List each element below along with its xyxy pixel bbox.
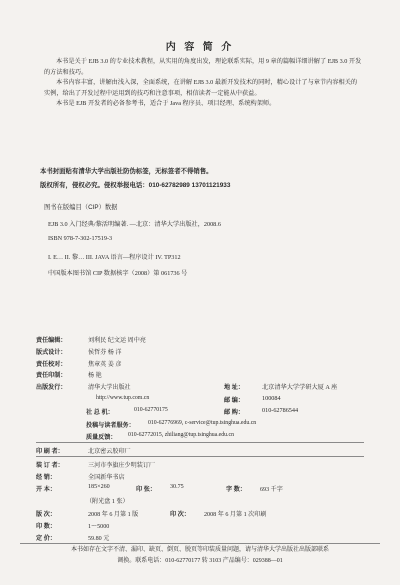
editor-label: 责任编辑： xyxy=(36,337,67,344)
format-label: 开 本： xyxy=(36,486,56,493)
words-label: 字 数： xyxy=(226,486,246,493)
price-label: 定 价： xyxy=(36,535,56,542)
format-value: 185×260 xyxy=(88,484,110,490)
proof-label: 责任校对： xyxy=(36,361,67,368)
edition-value: 2008 年 6 月第 1 版 xyxy=(88,512,139,518)
postcode-label: 邮 编： xyxy=(224,397,244,404)
design-value: 侯哲芬 杨 洋 xyxy=(88,350,122,356)
quality-value: 010-62772015, zhiliang@tup.tsinghua.edu.cn xyxy=(128,432,234,438)
design-label: 版式设计： xyxy=(36,349,67,356)
cip-line: EJB 3.0 入门经典/黎活明编著. —北京：清华大学出版社，2008.6 xyxy=(48,221,221,228)
quality-label: 质量反馈： xyxy=(86,434,117,441)
distributor-label: 经 销： xyxy=(36,474,56,481)
submission-value: 010-62776969, c-service@tup.tsinghua.edu.cn xyxy=(148,420,257,426)
proof-value: 焦章英 姜 彦 xyxy=(88,362,122,368)
editor-value: 刘利民 纪文运 周中亮 xyxy=(88,338,146,344)
price-value: 59.80 元 xyxy=(88,536,110,542)
submission-label: 投稿与读者服务： xyxy=(86,422,135,429)
cip-number: 中国版本图书馆 CIP 数据核字（2008）第 061736 号 xyxy=(48,270,188,277)
impression-value: 2008 年 6 月第 1 次印刷 xyxy=(204,512,267,518)
impression-label: 印 次： xyxy=(170,511,190,518)
postcode-value: 100084 xyxy=(262,395,281,402)
footer-line: 本书如存在文字不清、漏印、缺页、倒页、脱页等印装质量问题，请与清华大学出版社出版部联系 xyxy=(70,547,329,553)
address-value: 北京清华大学学研大厦 A 座 xyxy=(262,384,338,391)
publisher-label: 出版发行： xyxy=(36,384,67,391)
run-value: 1～5000 xyxy=(88,524,110,530)
main-office-value: 010-62770175 xyxy=(134,407,168,413)
cip-classification: I. E… II. 黎… III. JAVA 语言—程序设计 IV. TP312 xyxy=(48,254,181,261)
mail-order-label: 邮 购： xyxy=(224,409,244,416)
sheets-value: 30.75 xyxy=(170,484,184,490)
address-label: 地 址： xyxy=(224,384,244,391)
publisher-value: 清华大学出版社 xyxy=(88,385,131,391)
printer-value: 北京密云胶印厂 xyxy=(88,449,131,455)
binder-label: 装 订 者： xyxy=(36,462,64,469)
print-label: 责任印制： xyxy=(36,372,67,379)
sheets-label: 印 张： xyxy=(136,486,156,493)
print-value: 杨 艳 xyxy=(88,373,102,379)
printer-label: 印 刷 者： xyxy=(36,448,64,455)
binder-value: 三河市李旗庄少明装订厂 xyxy=(88,463,156,469)
cd-note: （附光盘 1 张） xyxy=(86,499,129,505)
intro-paragraph: 本书是关于 EJB 3.0 的专业技术教程，从实用的角度出发，理论联系实际，用 9 章的篇幅详细讲解了 EJB 3.0 开发的方法和技巧。 xyxy=(44,58,362,76)
edition-label: 版 次： xyxy=(36,511,56,518)
copyright-notice: 版权所有，侵权必究。侵权举报电话：010-62782989 13701121933 xyxy=(40,182,231,189)
cip-heading: 图书在版编目（CIP）数据 xyxy=(44,204,118,211)
footer-line: 调换。联系电话：010-62770177 转 3103 产品编号：029388—01 xyxy=(117,557,283,564)
run-label: 印 数： xyxy=(36,523,56,530)
website: http://www.tup.com.cn xyxy=(96,395,150,401)
distributor-value: 全国新华书店 xyxy=(88,475,125,481)
cip-isbn: ISBN 978-7-302-17519-3 xyxy=(48,235,113,242)
divider xyxy=(20,543,380,544)
page-title: 内 容 简 介 xyxy=(165,42,235,53)
words-value: 693 千字 xyxy=(260,487,283,493)
anti-counterfeit-notice: 本书封面贴有清华大学出版社防伪标签，无标签者不得销售。 xyxy=(40,168,213,175)
divider xyxy=(36,442,364,443)
main-office-label: 社 总 机： xyxy=(86,409,114,416)
intro-paragraph: 本书是 EJB 开发者的必备参考书，适合于 Java 程序员、项目经理、系统构架师。 xyxy=(56,100,276,108)
intro-paragraph: 本书内容丰富，讲解由浅入深，全面系统，在讲解 EJB 3.0 最新开发技术的同时，精心设计了与章节内容相关的实例，给出了开发过程中运用到的技巧和注意事项，相信读者一定能从中获益。 xyxy=(44,79,358,97)
mail-order-value: 010-62786544 xyxy=(262,407,299,414)
intro-text xyxy=(44,57,362,110)
footer-notice xyxy=(0,545,400,566)
divider xyxy=(36,456,364,457)
